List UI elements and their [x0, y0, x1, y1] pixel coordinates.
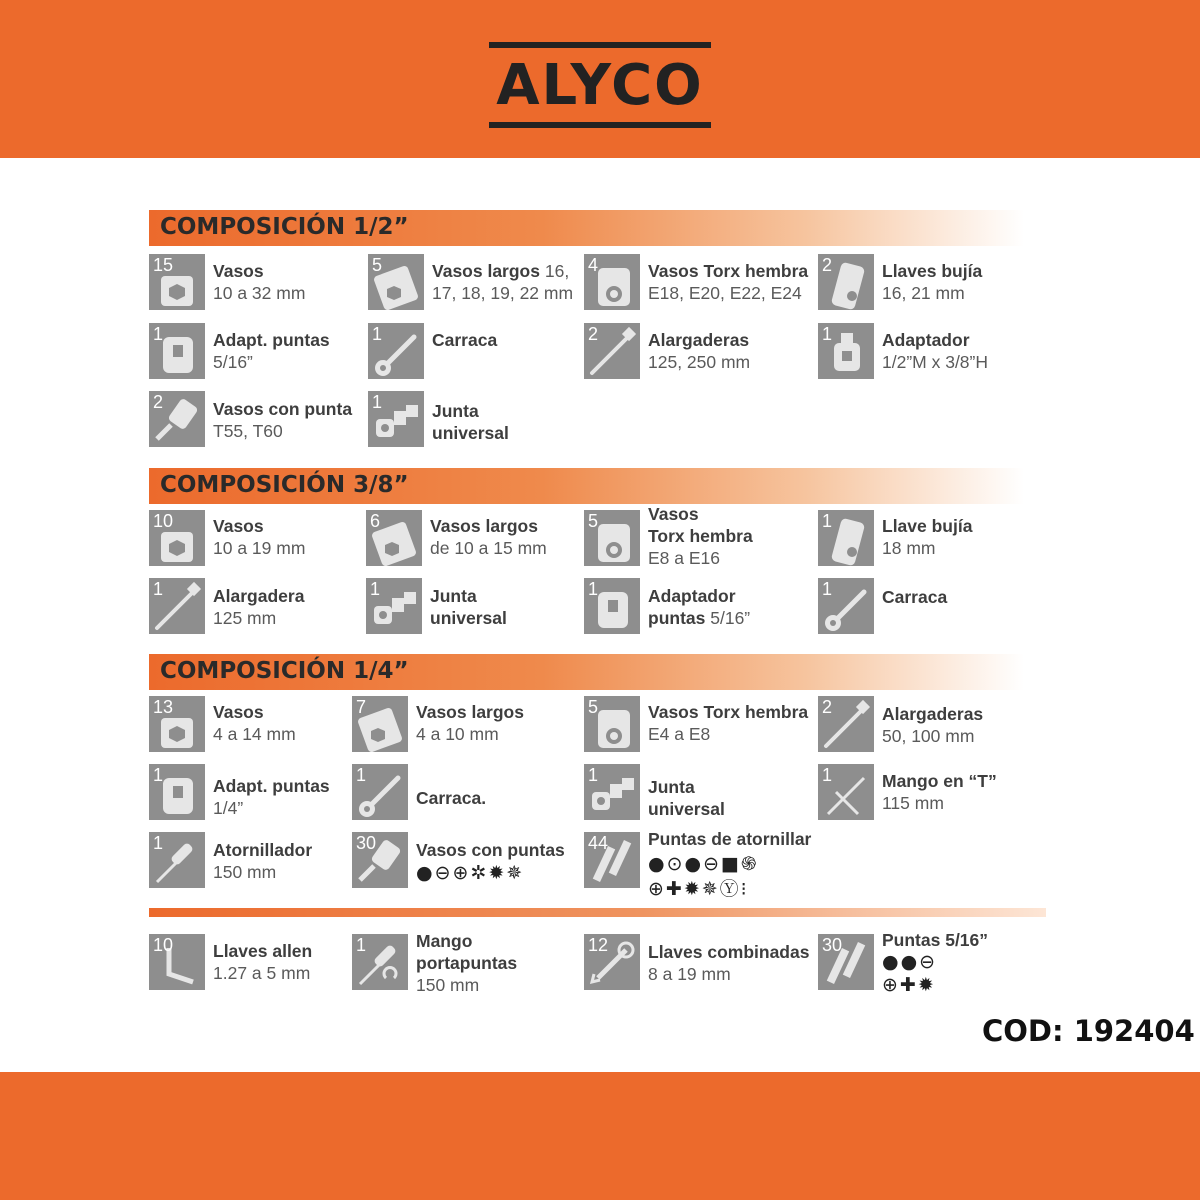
item-qty: 12 [588, 935, 609, 955]
item-name: Alargaderas [882, 704, 984, 724]
item-qty: 1 [153, 765, 164, 785]
item-qty: 1 [153, 579, 164, 599]
item-desc: 125, 250 mm [648, 352, 751, 372]
item-qty: 1 [372, 392, 383, 412]
item-name: Vasos Torx hembra [648, 261, 809, 281]
item-desc: T55, T60 [213, 421, 283, 441]
item-name-2: portapuntas [416, 953, 518, 973]
item-name: Atornillador [213, 840, 313, 860]
item-desc: universal [648, 799, 725, 819]
item-name: Vasos largos [430, 516, 538, 536]
item-desc: 4 a 14 mm [213, 724, 296, 744]
item-desc: 4 a 10 mm [416, 724, 499, 744]
item-qty: 2 [822, 697, 833, 717]
section-header-1-4 [149, 654, 1024, 690]
item-name: Puntas 5/16” [882, 930, 989, 950]
logo-bar-top [489, 42, 711, 48]
item-qty: 15 [153, 255, 174, 275]
item-qty: 13 [153, 697, 174, 717]
item-qty: 1 [372, 324, 383, 344]
bit-type-symbols: ●⊖⊕✲✹✵ [416, 862, 525, 884]
item-name: Adapt. puntas [213, 776, 330, 796]
item-qty: 44 [588, 833, 609, 853]
item-name: Llaves allen [213, 941, 313, 961]
bit-type-symbols: ●⊙●⊖■֍ [648, 853, 759, 875]
item-desc: E4 a E8 [648, 724, 711, 744]
item-qty: 1 [370, 579, 381, 599]
item-desc: universal [430, 608, 507, 628]
item-name: Llaves bujía [882, 261, 983, 281]
item-name: Alargadera [213, 586, 305, 606]
item-qty: 2 [153, 392, 164, 412]
product-code: COD: 192404 [982, 1014, 1195, 1048]
item-name: Vasos [213, 516, 264, 536]
item-qty: 5 [588, 697, 599, 717]
item-qty: 1 [588, 579, 599, 599]
item-desc: 50, 100 mm [882, 726, 975, 746]
item-qty: 30 [822, 935, 843, 955]
item-desc: 1.27 a 5 mm [213, 963, 311, 983]
item-desc: 18 mm [882, 538, 936, 558]
item-name: Vasos [648, 504, 699, 524]
section-header-1-2 [149, 210, 1024, 246]
item-qty: 1 [822, 579, 833, 599]
item-name: Adapt. puntas [213, 330, 330, 350]
item-desc: 1/2”M x 3/8”H [882, 352, 988, 372]
item-desc: 150 mm [213, 862, 277, 882]
item-qty: 1 [822, 765, 833, 785]
item-desc: 5/16” [710, 608, 751, 628]
item-desc: E8 a E16 [648, 548, 720, 568]
item-qty: 10 [153, 511, 174, 531]
item-desc: 10 a 19 mm [213, 538, 306, 558]
footer-band [0, 1072, 1200, 1200]
section-header-3-8 [149, 468, 1024, 504]
item-name: Junta [648, 777, 695, 797]
item-desc: 10 a 32 mm [213, 283, 306, 303]
item-name: Vasos largos [432, 261, 540, 281]
item-desc: 1/4” [213, 798, 244, 818]
item-name: Vasos largos [416, 702, 524, 722]
logo-wordmark: ALYCO [496, 53, 704, 118]
item-name-2: puntas [648, 608, 706, 628]
item-name: Llave bujía [882, 516, 973, 536]
item-name: Carraca. [416, 788, 487, 808]
item-desc: 16, 21 mm [882, 283, 965, 303]
item-qty: 2 [588, 324, 599, 344]
item-qty: 1 [356, 765, 367, 785]
item-qty: 1 [822, 511, 833, 531]
section-title: COMPOSICIÓN 1/2” [160, 214, 409, 240]
section-title: COMPOSICIÓN 1/4” [160, 658, 409, 684]
item-qty: 30 [356, 833, 377, 853]
item-qty: 4 [588, 255, 599, 275]
item-name: Junta [430, 586, 477, 606]
item-desc: de 10 a 15 mm [430, 538, 547, 558]
section-title: COMPOSICIÓN 3/8” [160, 472, 409, 498]
bit-type-symbols-2: ⊕✚✹✵Ⓨ⁝ [648, 878, 749, 900]
item-name: Puntas de atornillar [648, 829, 812, 849]
item-qty: 1 [153, 833, 164, 853]
item-name-2: Torx hembra [648, 526, 753, 546]
item-qty: 1 [588, 765, 599, 785]
item-name: Adaptador [648, 586, 736, 606]
item-name: Junta [432, 401, 479, 421]
item-name: Mango [416, 931, 473, 951]
item-desc: 5/16” [213, 352, 253, 372]
item-qty: 1 [356, 935, 367, 955]
item-qty: 5 [372, 255, 383, 275]
item-qty: 10 [153, 935, 174, 955]
item-name: Carraca [882, 587, 948, 607]
item-desc: E18, E20, E22, E24 [648, 283, 802, 303]
item-name: Alargaderas [648, 330, 750, 350]
item-qty: 7 [356, 697, 367, 717]
bit-type-symbols-2: ⊕✚✹ [882, 974, 936, 996]
item-name: Vasos Torx hembra [648, 702, 809, 722]
item-desc: 8 a 19 mm [648, 964, 731, 984]
bit-type-symbols: ●●⊖ [882, 951, 938, 973]
item-qty: 2 [822, 255, 833, 275]
item-qty: 1 [822, 324, 833, 344]
item-desc: 16, [544, 261, 570, 281]
item-name: Mango en “T” [882, 771, 997, 791]
item-desc: 125 mm [213, 608, 277, 628]
item-name: Vasos [213, 261, 264, 281]
item-name: Llaves combinadas [648, 942, 810, 962]
section-divider [149, 908, 1046, 917]
item-name: Carraca [432, 330, 498, 350]
brand-logo [489, 42, 711, 128]
item-name: Vasos con puntas [416, 840, 565, 860]
item-qty: 1 [153, 324, 164, 344]
item-desc: 115 mm [882, 793, 944, 813]
item-desc: universal [432, 423, 509, 443]
item-qty: 6 [370, 511, 381, 531]
item-qty: 5 [588, 511, 599, 531]
item-name: Vasos con punta [213, 399, 353, 419]
item-desc: 150 mm [416, 975, 480, 995]
logo-bar-bottom [489, 122, 711, 128]
item-desc-2: 17, 18, 19, 22 mm [432, 283, 574, 303]
item-name: Adaptador [882, 330, 970, 350]
item-name: Vasos [213, 702, 264, 722]
